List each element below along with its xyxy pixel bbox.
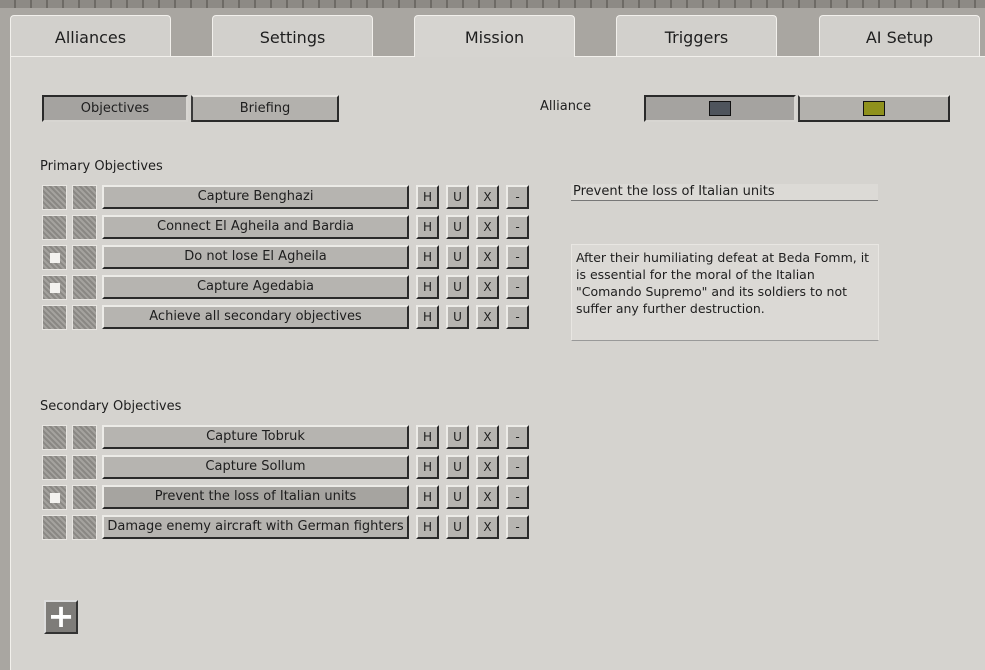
- tab-mission[interactable]: Mission: [414, 15, 575, 57]
- objective-label-button[interactable]: Do not lose El Agheila: [102, 245, 409, 269]
- objective-row: [42, 454, 532, 480]
- objective-row: [42, 244, 532, 270]
- objective-row: [42, 514, 532, 540]
- h-button[interactable]: H: [416, 275, 439, 299]
- remove-button[interactable]: -: [506, 275, 529, 299]
- alliance-color-swatch: [863, 101, 885, 116]
- h-button[interactable]: H: [416, 425, 439, 449]
- remove-button[interactable]: -: [506, 425, 529, 449]
- alliance-color-swatch: [709, 101, 731, 116]
- objective-checkbox[interactable]: [42, 485, 67, 510]
- objective-description-field[interactable]: After their humiliating defeat at Beda Fomm, it is essential for the moral of the Italian "Comando Supremo" and its soldiers to not suffer any further destruction.: [571, 244, 879, 341]
- u-button[interactable]: U: [446, 485, 469, 509]
- objective-checkbox[interactable]: [42, 425, 67, 450]
- x-button[interactable]: X: [476, 485, 499, 509]
- add-objective-button[interactable]: +: [44, 600, 78, 634]
- objective-option-checkbox[interactable]: [72, 305, 97, 330]
- objective-checkbox[interactable]: [42, 305, 67, 330]
- x-button[interactable]: X: [476, 245, 499, 269]
- objective-label-button[interactable]: Capture Benghazi: [102, 185, 409, 209]
- h-button[interactable]: H: [416, 185, 439, 209]
- objective-label-button[interactable]: Damage enemy aircraft with German fighters: [102, 515, 409, 539]
- h-button[interactable]: H: [416, 215, 439, 239]
- check-mark: [50, 493, 60, 503]
- x-button[interactable]: X: [476, 215, 499, 239]
- alliance-button-1[interactable]: [644, 95, 796, 122]
- objective-label-button[interactable]: Capture Agedabia: [102, 275, 409, 299]
- alliance-label: Alliance: [540, 99, 592, 114]
- h-button[interactable]: H: [416, 485, 439, 509]
- remove-button[interactable]: -: [506, 305, 529, 329]
- x-button[interactable]: X: [476, 305, 499, 329]
- x-button[interactable]: X: [476, 425, 499, 449]
- objective-option-checkbox[interactable]: [72, 185, 97, 210]
- tab-ai-setup[interactable]: AI Setup: [819, 15, 980, 56]
- objective-option-checkbox[interactable]: [72, 515, 97, 540]
- briefing-button[interactable]: Briefing: [191, 95, 339, 122]
- x-button[interactable]: X: [476, 515, 499, 539]
- objective-checkbox[interactable]: [42, 185, 67, 210]
- u-button[interactable]: U: [446, 515, 469, 539]
- primary-objectives-heading: Primary Objectives: [40, 159, 163, 174]
- remove-button[interactable]: -: [506, 245, 529, 269]
- tab-triggers[interactable]: Triggers: [616, 15, 777, 56]
- objective-option-checkbox[interactable]: [72, 215, 97, 240]
- x-button[interactable]: X: [476, 275, 499, 299]
- objective-checkbox[interactable]: [42, 455, 67, 480]
- objective-label-button[interactable]: Capture Tobruk: [102, 425, 409, 449]
- objective-label-button[interactable]: Connect El Agheila and Bardia: [102, 215, 409, 239]
- objective-label-button[interactable]: Prevent the loss of Italian units: [102, 485, 409, 509]
- objective-checkbox[interactable]: [42, 275, 67, 300]
- x-button[interactable]: X: [476, 455, 499, 479]
- h-button[interactable]: H: [416, 245, 439, 269]
- secondary-objectives-heading: Secondary Objectives: [40, 399, 182, 414]
- objective-row: [42, 424, 532, 450]
- remove-button[interactable]: -: [506, 515, 529, 539]
- objective-option-checkbox[interactable]: [72, 455, 97, 480]
- u-button[interactable]: U: [446, 245, 469, 269]
- u-button[interactable]: U: [446, 425, 469, 449]
- objective-option-checkbox[interactable]: [72, 425, 97, 450]
- objective-title-field[interactable]: Prevent the loss of Italian units: [571, 184, 878, 201]
- h-button[interactable]: H: [416, 305, 439, 329]
- objective-label-button[interactable]: Achieve all secondary objectives: [102, 305, 409, 329]
- check-mark: [50, 283, 60, 293]
- alliance-button-2[interactable]: [798, 95, 950, 122]
- objective-row: [42, 184, 532, 210]
- tab-settings[interactable]: Settings: [212, 15, 373, 56]
- h-button[interactable]: H: [416, 515, 439, 539]
- objective-label-button[interactable]: Capture Sollum: [102, 455, 409, 479]
- objective-row: [42, 214, 532, 240]
- remove-button[interactable]: -: [506, 215, 529, 239]
- objective-option-checkbox[interactable]: [72, 245, 97, 270]
- h-button[interactable]: H: [416, 455, 439, 479]
- u-button[interactable]: U: [446, 305, 469, 329]
- u-button[interactable]: U: [446, 215, 469, 239]
- objective-row: [42, 484, 532, 510]
- tab-alliances[interactable]: Alliances: [10, 15, 171, 56]
- check-mark: [50, 253, 60, 263]
- remove-button[interactable]: -: [506, 455, 529, 479]
- objective-checkbox[interactable]: [42, 515, 67, 540]
- u-button[interactable]: U: [446, 455, 469, 479]
- top-border: [0, 0, 985, 8]
- objective-row: [42, 274, 532, 300]
- objectives-button[interactable]: Objectives: [42, 95, 188, 122]
- mission-panel: [10, 56, 985, 670]
- objective-row: [42, 304, 532, 330]
- u-button[interactable]: U: [446, 275, 469, 299]
- remove-button[interactable]: -: [506, 185, 529, 209]
- objective-checkbox[interactable]: [42, 245, 67, 270]
- objective-checkbox[interactable]: [42, 215, 67, 240]
- objective-option-checkbox[interactable]: [72, 485, 97, 510]
- u-button[interactable]: U: [446, 185, 469, 209]
- remove-button[interactable]: -: [506, 485, 529, 509]
- objective-option-checkbox[interactable]: [72, 275, 97, 300]
- x-button[interactable]: X: [476, 185, 499, 209]
